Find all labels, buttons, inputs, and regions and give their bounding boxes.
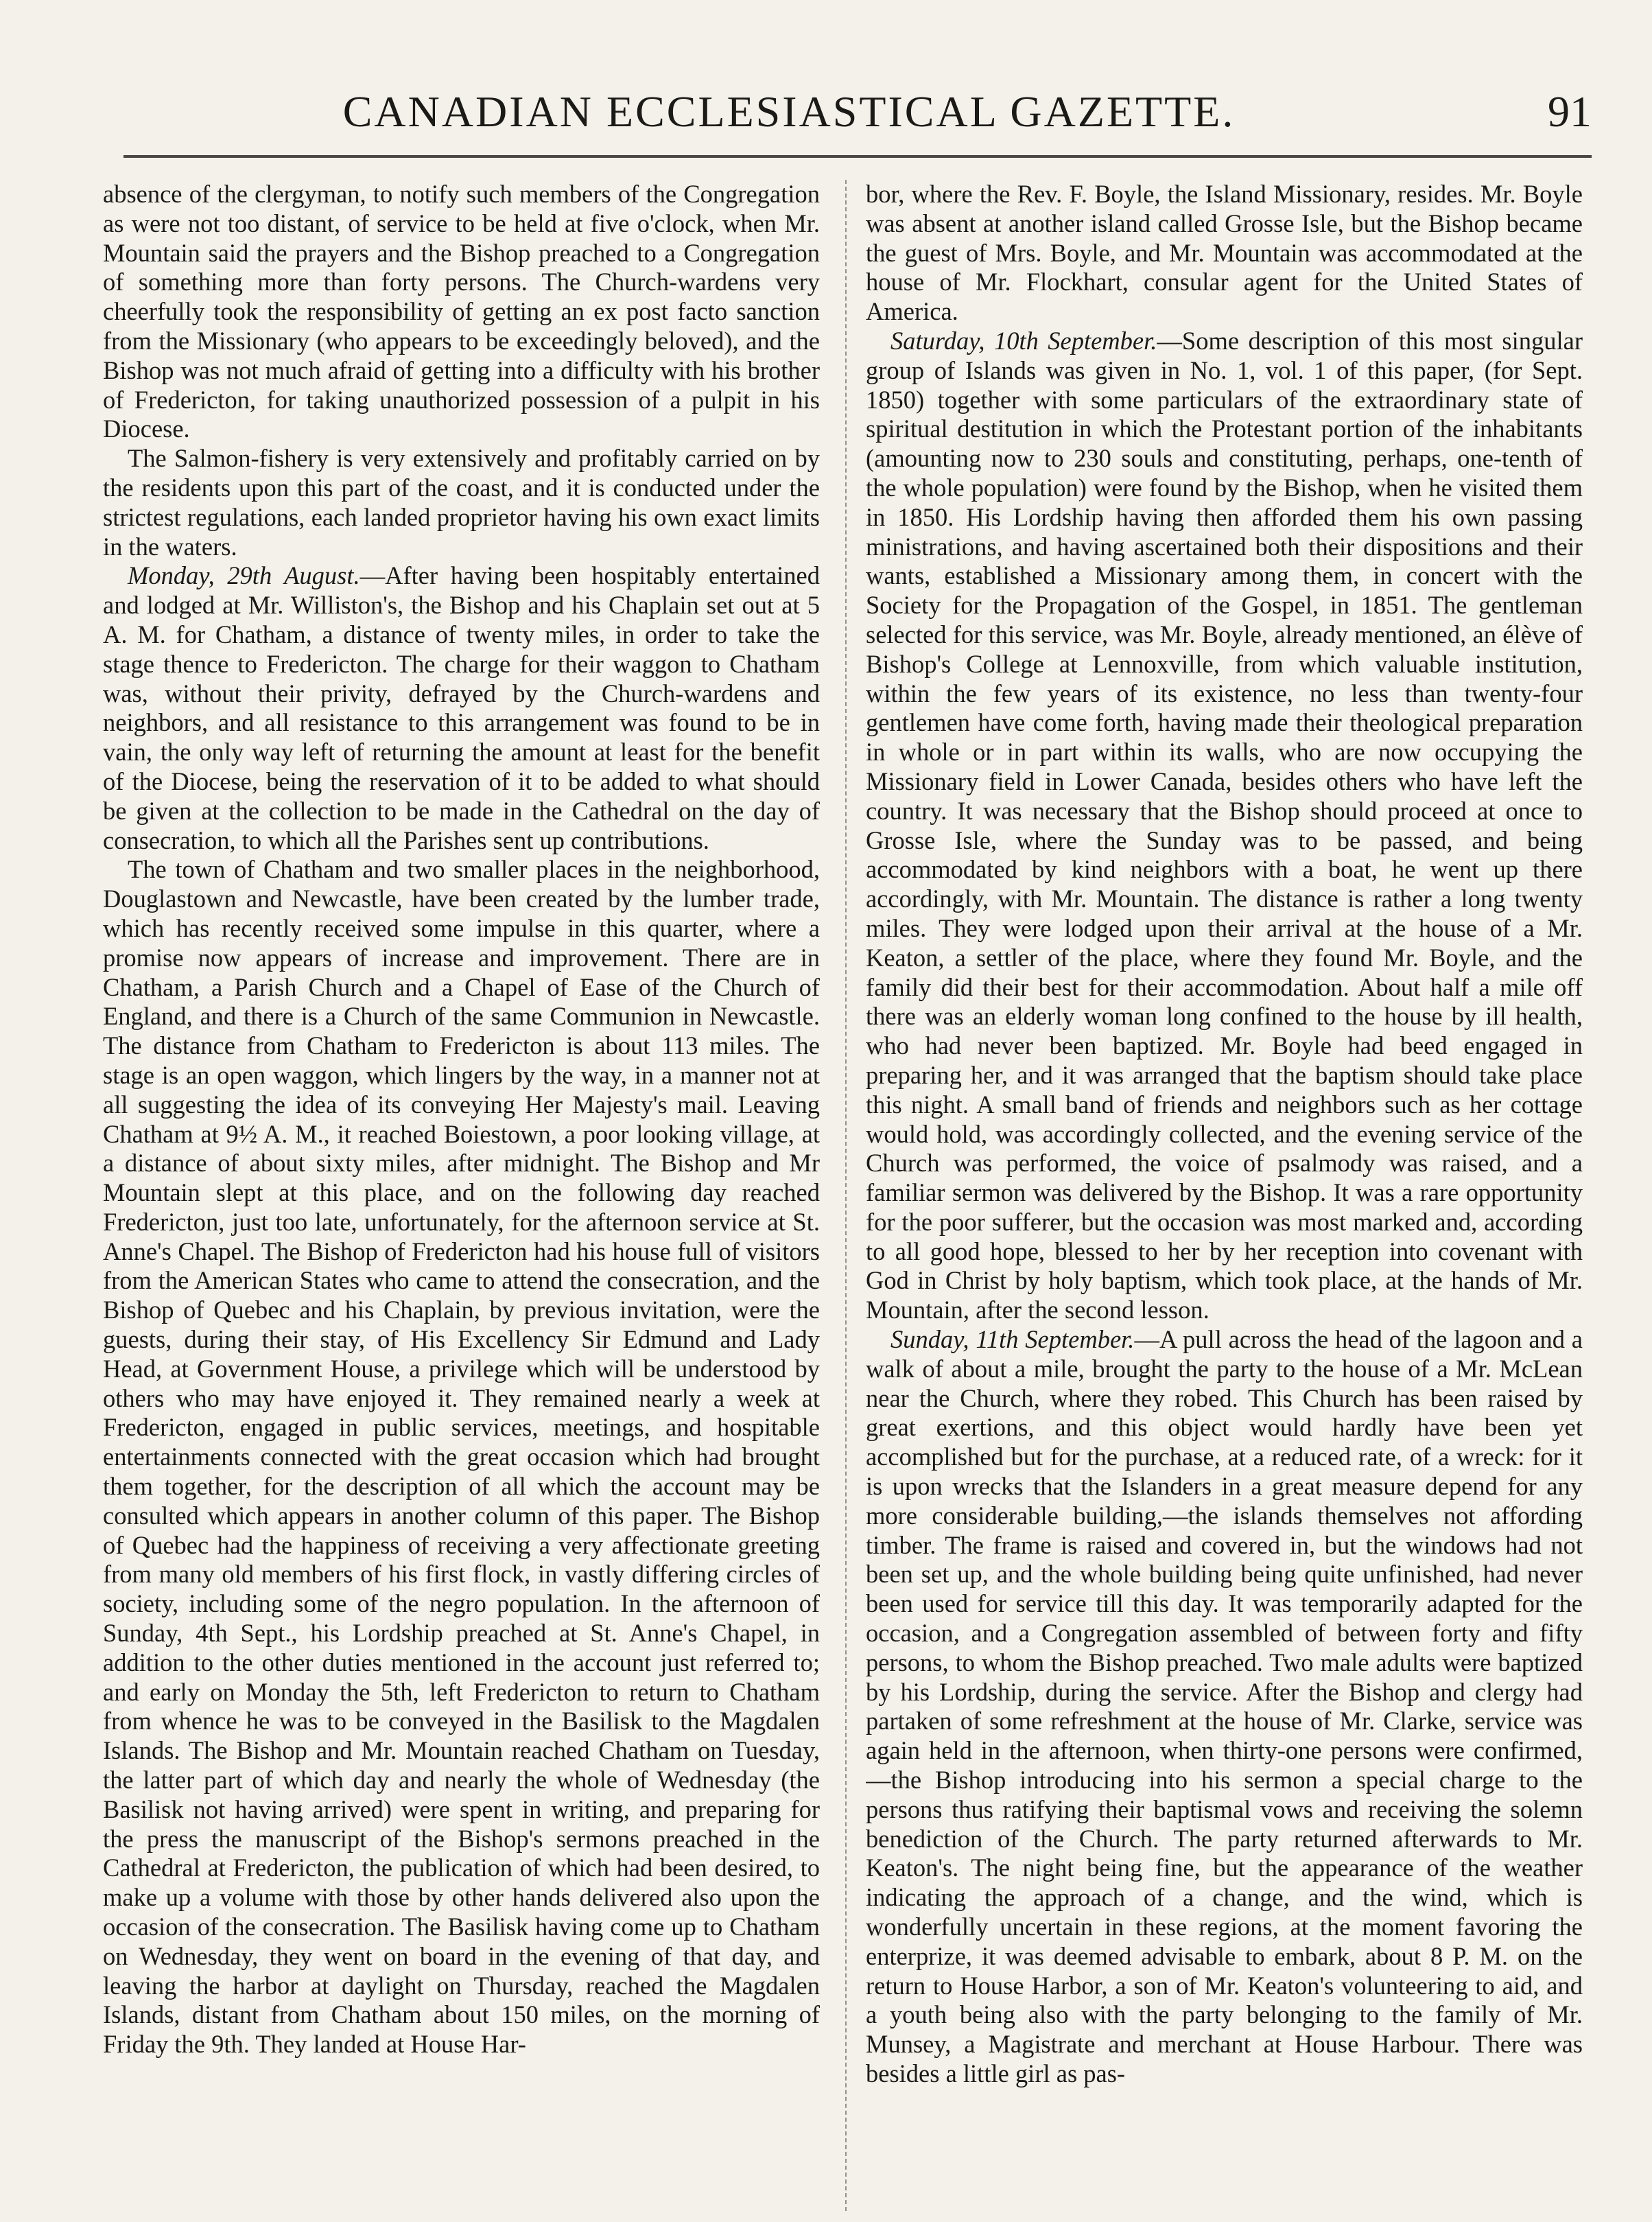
publication-title: CANADIAN ECCLESIASTICAL GAZETTE. xyxy=(342,87,1236,136)
right-paragraph-3 xyxy=(866,1325,1583,2089)
page-number: 91 xyxy=(1548,87,1592,136)
left-paragraph-1: absence of the clergyman, to notify such members of the Congregation as were not too distant, of service to be held at five o'clock, when Mr. Mountain said the prayers and the Bishop preached to a Congregation of something more than forty persons. The Church-wardens very cheerfully took the responsibility of getting an ex post facto sanction from the Missionary (who appears to be exceedingly beloved), and the Bishop was not much afraid of getting into a difficulty with his brother of Fredericton, for taking unauthorized possession of a pulpit in his Diocese. xyxy=(103,180,820,443)
paragraph-text: —A pull across the head of the lagoon and a walk of about a mile, brought the party to the house of a Mr. McLean near the Church, where they robed. This Church has been raised by great exertions, and this object would hardly have been yet accomplished but for the purchase, at a reduced rate, of a wreck: for it is upon wrecks that the Islanders in a great measure depend for any more considerable building,—the islands themselves not affording timber. The frame is raised and covered in, but the windows had not been set up, and the whole building being quite unfinished, had never been used for service till this day. It was temporarily adapted for the occasion, and a Congregation assembled of between forty and fifty persons, to whom the Bishop preached. Two male adults were baptized by his Lordship, during the service. After the Bishop and clergy had partaken of some refreshment at the house of Mr. Clarke, service was again held in the afternoon, when thirty-one persons were confirmed,—the Bishop introducing into his sermon a special charge to the persons thus ratifying their baptismal vows and receiving the solemn benediction of the Church. The party returned afterwards to Mr. Keaton's. The night being fine, but the appearance of the weather indicating the approach of a change, and the wind, which is wonderfully uncertain in these regions, at the moment favoring the enterprize, it was deemed advisable to embark, about 8 P. M. on the return to House Harbor, a son of Mr. Keaton's volunteering to aid, and a youth being also with the party belonging to the family of Mr. Munsey, a Magistrate and merchant at House Harbour. There was besides a little girl as pas- xyxy=(866,1325,1583,2087)
right-paragraph-2 xyxy=(866,327,1583,1325)
left-paragraph-3 xyxy=(103,561,820,855)
date-heading: Monday, 29th August. xyxy=(128,561,360,590)
right-paragraph-1: bor, where the Rev. F. Boyle, the Island Missionary, resides. Mr. Boyle was absent at another island called Grosse Isle, but the Bishop became the guest of Mrs. Boyle, and Mr. Mountain was accommodated at the house of Mr. Flockhart, consular agent for the United States of America. xyxy=(866,180,1583,326)
header-rule xyxy=(123,155,1592,158)
left-column xyxy=(103,180,820,2211)
date-heading: Sunday, 11th September. xyxy=(890,1325,1135,1354)
date-heading: Saturday, 10th September. xyxy=(890,326,1157,355)
paragraph-text: —Some description of this most singular group of Islands was given in No. 1, vol. 1 of this paper, (for Sept. 1850) together with some particulars of the extraordinary state of spiritual destitution in which the Protestant portion of the inhabitants (amounting now to 230 souls and constituting, perhaps, one-tenth of the whole population) were found by the Bishop, when he visited them in 1850. His Lordship having then afforded them his own passing ministrations, and having ascertained both their dispositions and their wants, established a Missionary among them, in concert with the Society for the Propagation of the Gospel, in 1851. The gentleman selected for this service, was Mr. Boyle, already mentioned, an élève of Bishop's College at Lennoxville, from which valuable institution, within the few years of its existence, no less than twenty-four gentlemen have come forth, having made their theological preparation in whole or in part within its walls, who are now occupying the Missionary field in Lower Canada, besides others who have left the country. It was necessary that the Bishop should proceed at once to Grosse Isle, where the Sunday was to be passed, and being accommodated by kind neighbors with a boat, he went up there accordingly, with Mr. Mountain. The distance is rather a long twenty miles. They were lodged upon their arrival at the house of a Mr. Keaton, a settler of the place, where they found Mr. Boyle, and the family did their best for their accommodation. About half a mile off there was an elderly woman long confined to the house by ill health, who had never been baptized. Mr. Boyle had beed engaged in preparing her, and it was arranged that the baptism should take place this night. A small band of friends and neighbors such as her cottage would hold, was accordingly collected, and the evening service of the Church was performed, the voice of psalmody was raised, and a familiar sermon was delivered by the Bishop. It was a rare opportunity for the poor sufferer, but the occasion was most marked and, according to all good hope, blessed to her by her reception into covenant with God in Christ by holy baptism, which took place, at the hands of Mr. Mountain, after the second lesson. xyxy=(866,326,1583,1324)
left-paragraph-2: The Salmon-fishery is very extensively and profitably carried on by the residents upon this part of the coast, and it is conducted under the strictest regulations, each landed proprietor having his own exact limits in the waters. xyxy=(103,444,820,561)
left-paragraph-4: The town of Chatham and two smaller places in the neighborhood, Douglastown and Newcastle, have been created by the lumber trade, which has recently received some impulse in this quarter, where a promise now appears of increase and improvement. There are in Chatham, a Parish Church and a Chapel of Ease of the Church of England, and there is a Church of the same Communion in Newcastle. The distance from Chatham to Fredericton is about 113 miles. The stage is an open waggon, which lingers by the way, in a manner not at all suggesting the idea of its conveying Her Majesty's mail. Leaving Chatham at 9½ A. M., it reached Boiestown, a poor looking village, at a distance of about sixty miles, after midnight. The Bishop and Mr Mountain slept at this place, and on the following day reached Fredericton, just too late, unfortunately, for the afternoon service at St. Anne's Chapel. The Bishop of Fredericton had his house full of visitors from the American States who came to attend the consecration, and the Bishop of Quebec and his Chaplain, by previous invitation, were the guests, during their stay, of His Excellency Sir Edmund and Lady Head, at Government House, a privilege which will be understood by others who may have enjoyed it. They remained nearly a week at Fredericton, engaged in public services, meetings, and hospitable entertainments connected with the great occasion which had brought them together, for the description of all which the account may be consulted which appears in another column of this paper. The Bishop of Quebec had the happiness of receiving a very affectionate greeting from many old members of his first flock, in vastly differing circles of society, including some of the negro population. In the afternoon of Sunday, 4th Sept., his Lordship preached at St. Anne's Chapel, in addition to the other duties mentioned in the account just referred to; and early on Monday the 5th, left Fredericton to return to Chatham from whence he was to be conveyed in the Basilisk to the Magdalen Islands. The Bishop and Mr. Mountain reached Chatham on Tuesday, the latter part of which day and nearly the whole of Wednesday (the Basilisk not having arrived) were spent in writing, and preparing for the press the manuscript of the Bishop's sermons preached in the Cathedral at Fredericton, the publication of which had been desired, to make up a volume with those by other hands delivered also upon the occasion of the consecration. The Basilisk having come up to Chatham on Wednesday, they went on board in the evening of that day, and leaving the harbor at daylight on Thursday, reached the Magdalen Islands, distant from Chatham about 150 miles, on the morning of Friday the 9th. They landed at House Har- xyxy=(103,855,820,2059)
right-column xyxy=(866,180,1583,2211)
page-header xyxy=(103,86,1592,148)
paragraph-text: —After having been hospitably entertained and lodged at Mr. Williston's, the Bishop and his Chaplain set out at 5 A. M. for Chatham, a distance of twenty miles, in order to take the stage thence to Fredericton. The charge for their waggon to Chatham was, without their privity, defrayed by the Church-wardens and neighbors, and all resistance to this arrangement was found to be in vain, the only way left of returning the amount at least for the benefit of the Diocese, being the reservation of it to be added to what should be given at the collection to be made in the Cathedral on the day of consecration, to which all the Parishes sent up contributions. xyxy=(103,561,820,854)
column-divider xyxy=(845,180,847,2211)
